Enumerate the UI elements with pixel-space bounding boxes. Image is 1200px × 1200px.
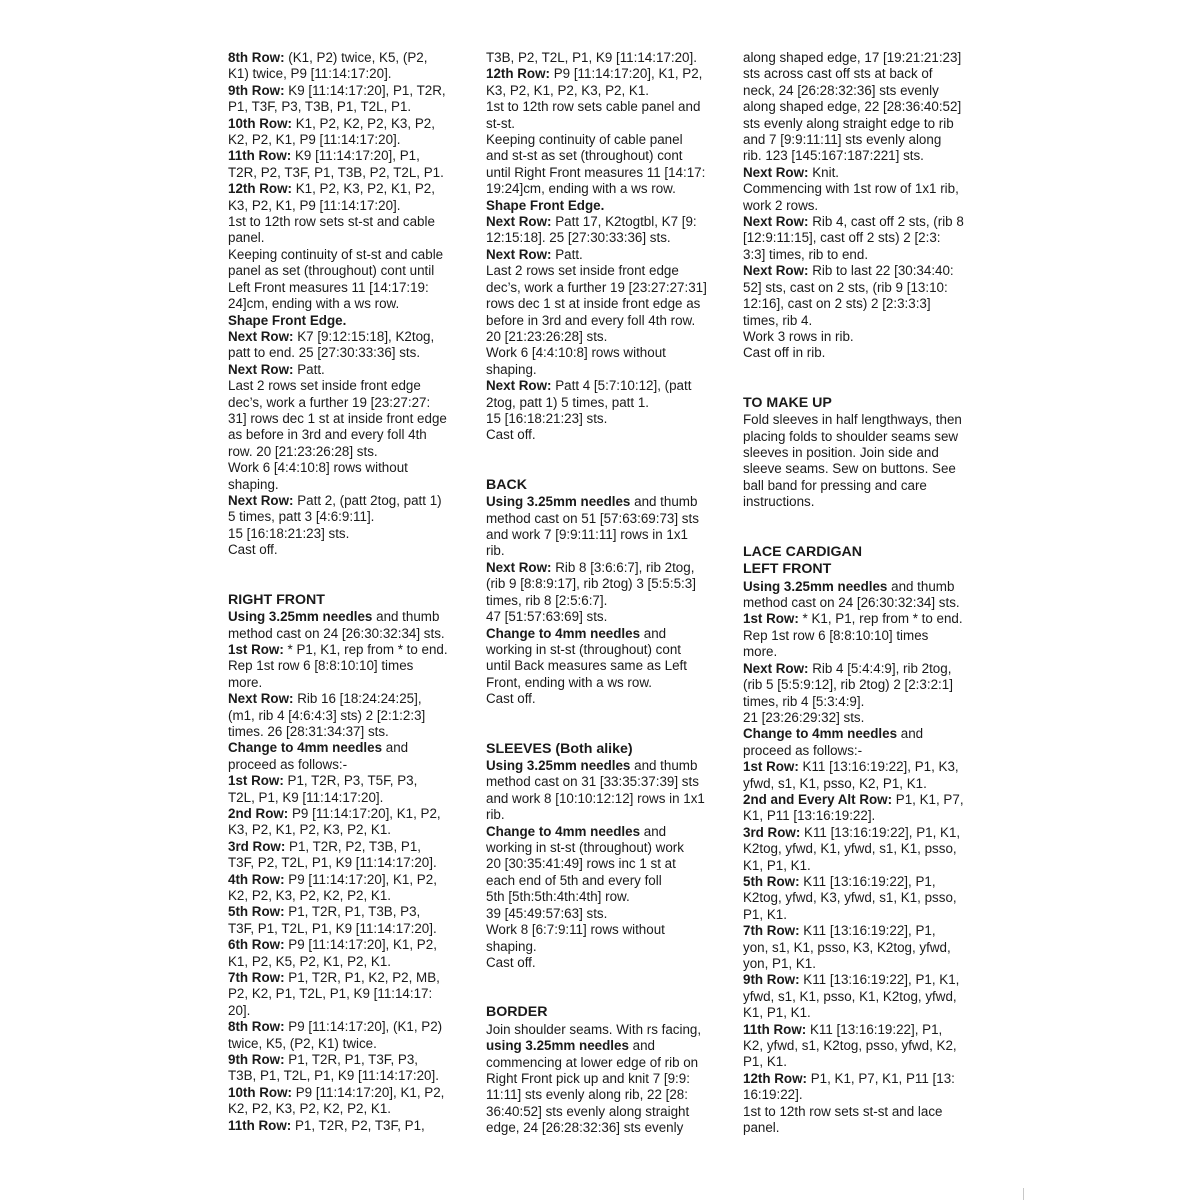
text-line: T3B, P2, T2L, P1, K9 [11:14:17:20]. xyxy=(486,50,697,65)
row-text: and thumb xyxy=(634,758,698,774)
column-3 xyxy=(743,50,993,1136)
text-line: proceed as follows:- xyxy=(228,756,348,772)
text-line: K1) twice, P9 [11:14:17:20]. xyxy=(228,66,392,82)
row-label: 5th Row: xyxy=(743,873,800,889)
row-instruction xyxy=(228,50,478,66)
row-instruction xyxy=(228,148,478,164)
text-line: each end of 5th and every foll xyxy=(486,872,662,888)
row-text: P1, T2R, P3, T5F, P3, xyxy=(287,773,418,789)
row-text: and xyxy=(385,740,409,756)
needle-size: Change to 4mm needles xyxy=(486,823,641,839)
text-line: panel as set (throughout) cont until xyxy=(228,263,435,279)
row-label: 5th Row: xyxy=(228,904,285,920)
text-line: shaping. xyxy=(228,476,279,492)
text-line: 20]. xyxy=(228,1002,251,1018)
row-instruction xyxy=(228,493,478,509)
row-text: Rib 4 [5:4:4:9], rib 2tog, xyxy=(812,660,952,676)
text-line: 1st to 12th row sets st-st and lace xyxy=(743,1103,943,1119)
needle-size: Using 3.25mm needles xyxy=(486,494,631,510)
text-line: 1st to 12th row sets st-st and cable xyxy=(228,214,435,230)
text-line: Last 2 rows set inside front edge xyxy=(486,263,679,279)
row-instruction xyxy=(228,1085,478,1101)
text-line: Right Front pick up and knit 7 [9:9: xyxy=(486,1071,690,1087)
needle-size: Using 3.25mm needles xyxy=(486,758,631,774)
text-line: 52] sts, cast on 2 sts, (rib 9 [13:10: xyxy=(743,279,948,295)
row-instruction xyxy=(228,1118,478,1134)
text-line: st-st. xyxy=(486,115,516,131)
row-text: and thumb xyxy=(634,494,698,510)
text-line: K1, P1, K1. xyxy=(743,1005,811,1021)
text-line: method cast on 24 [26:30:32:34] sts. xyxy=(228,625,445,641)
row-text: * P1, K1, rep from * to end. xyxy=(287,641,448,657)
instruction xyxy=(486,626,736,642)
text-line: method cast on 24 [26:30:32:34] sts. xyxy=(743,595,960,611)
text-line: Keeping continuity of st-st and cable xyxy=(228,246,444,262)
row-instruction xyxy=(228,937,478,953)
row-text: and xyxy=(643,823,667,839)
text-line: Front, ending with a ws row. xyxy=(486,674,652,690)
row-label: 9th Row: xyxy=(228,82,285,98)
text-line: Left Front measures 11 [14:17:19: xyxy=(228,279,429,295)
row-instruction xyxy=(228,1052,478,1068)
text-line: K1, P2, K5, P2, K1, P2, K1. xyxy=(228,953,392,969)
row-text: and xyxy=(632,1038,655,1054)
row-label: Next Row: xyxy=(228,361,294,377)
row-text: P1, K1, P7, K1, P11 [13: xyxy=(810,1070,955,1086)
text-line: Work 6 [4:4:10:8] rows without xyxy=(228,460,408,476)
row-instruction xyxy=(486,378,736,394)
row-label: 11th Row: xyxy=(228,1117,292,1133)
text-line: yfwd, s1, K1, psso, K1, K2tog, yfwd, xyxy=(743,988,957,1004)
text-line: 20 [21:23:26:28] sts. xyxy=(486,328,608,344)
text-line: K3, P2, K1, P2, K3, P2, K1. xyxy=(228,822,392,838)
text-line: yon, P1, K1. xyxy=(743,956,816,971)
row-text: P1, T2R, P1, T3B, P3, xyxy=(288,904,421,920)
text-line: 2tog, patt 1) 5 times, patt 1. xyxy=(486,394,650,410)
text-line: Fold sleeves in half lengthways, then xyxy=(743,412,962,428)
text-line: working in st-st (throughout) work xyxy=(486,840,684,856)
text-line: as before in 3rd and every foll 4th xyxy=(228,427,427,443)
text-line: times, rib 8 [2:5:6:7]. xyxy=(486,592,608,608)
row-instruction xyxy=(743,263,993,279)
text-line: 19:24]cm, ending with a ws row. xyxy=(486,181,676,197)
row-label: 11th Row: xyxy=(228,148,292,164)
text-line: K3, P2, K1, P2, K3, P2, K1. xyxy=(486,82,650,98)
text-line: times. 26 [28:31:34:37] sts. xyxy=(228,723,389,739)
row-label: 12th Row: xyxy=(228,181,292,197)
text-line: 39 [45:49:57:63] sts. xyxy=(486,905,608,921)
row-label: 2nd Row: xyxy=(228,805,289,821)
text-line: 1st to 12th row sets cable panel and xyxy=(486,99,701,115)
text-line: 24]cm, ending with a ws row. xyxy=(228,296,400,312)
text-line: rib. xyxy=(486,807,505,823)
text-line: Join shoulder seams. With rs facing, xyxy=(486,1021,702,1037)
row-text: Knit. xyxy=(812,164,840,180)
text-line: shaping. xyxy=(486,938,537,954)
text-line: dec’s, work a further 19 [23:27:27: xyxy=(228,394,431,410)
text-line: sts across cast off sts at back of xyxy=(743,66,933,82)
row-text: Patt. xyxy=(555,246,583,262)
spacer xyxy=(486,444,736,477)
row-text: Patt. xyxy=(297,361,325,377)
row-text: P9 [11:14:17:20], K1, P2, xyxy=(288,871,437,887)
instruction xyxy=(486,494,736,510)
row-instruction xyxy=(228,839,478,855)
instruction xyxy=(486,1038,736,1054)
text-line: Commencing with 1st row of 1x1 rib, xyxy=(743,181,959,197)
section-heading-lace-cardigan: LACE CARDIGAN xyxy=(743,543,863,560)
text-line: Last 2 rows set inside front edge xyxy=(228,378,421,394)
row-label: 1st Row: xyxy=(228,641,284,657)
row-label: 4th Row: xyxy=(228,871,285,887)
row-text: * K1, P1, rep from * to end. xyxy=(802,611,963,627)
row-instruction xyxy=(228,773,478,789)
text-line: patt to end. 25 [27:30:33:36] sts. xyxy=(228,345,421,361)
row-label: 12th Row: xyxy=(486,66,550,82)
text-line: work 2 rows. xyxy=(743,197,819,213)
row-label: 9th Row: xyxy=(743,972,800,988)
text-line: more. xyxy=(228,674,263,690)
spacer xyxy=(743,511,993,544)
row-text: (K1, P2) twice, K5, (P2, xyxy=(288,50,428,65)
row-instruction xyxy=(486,214,736,230)
row-text: K9 [11:14:17:20], P1, T2R, xyxy=(288,82,446,98)
row-text: Rib 16 [18:24:24:25], xyxy=(297,691,422,707)
column-2 xyxy=(486,50,736,1137)
row-text: Rib to last 22 [30:34:40: xyxy=(812,263,954,279)
text-line: 15 [16:18:21:23] sts. xyxy=(486,410,608,426)
text-line: times, rib 4 [5:3:4:9]. xyxy=(743,693,865,709)
text-line: (rib 9 [8:8:9:17], rib 2tog) 3 [5:5:5:3] xyxy=(486,576,696,592)
text-line: K2, P2, K3, P2, K2, P2, K1. xyxy=(228,888,392,903)
row-label: 1st Row: xyxy=(743,759,799,775)
text-line: panel. xyxy=(743,1120,780,1136)
text-line: Work 3 rows in rib. xyxy=(743,328,854,344)
instruction xyxy=(486,758,736,774)
row-text: Rib 4, cast off 2 sts, (rib 8 xyxy=(812,214,964,230)
text-line: times, rib 4. xyxy=(743,312,813,328)
row-instruction xyxy=(228,642,478,658)
section-heading-border: BORDER xyxy=(486,1004,548,1021)
text-line: T2L, P1, K9 [11:14:17:20]. xyxy=(228,789,384,805)
row-text: Patt 4 [5:7:10:12], (patt xyxy=(555,378,692,394)
row-instruction xyxy=(486,247,736,263)
text-line: instructions. xyxy=(743,494,815,510)
text-line: T3F, P1, T2L, P1, K9 [11:14:17:20]. xyxy=(228,920,437,936)
row-text: and xyxy=(643,625,667,641)
text-line: 12:15:18]. 25 [27:30:33:36] sts. xyxy=(486,230,671,246)
page-edge-line xyxy=(1023,1188,1024,1200)
text-line: [12:9:11:15], cast off 2 sts) 2 [2:3: xyxy=(743,230,941,246)
text-line: K2tog, yfwd, K3, yfwd, s1, K1, psso, xyxy=(743,890,957,906)
row-text: P1, T2R, P2, T3F, P1, xyxy=(294,1117,425,1133)
row-instruction xyxy=(743,874,993,890)
text-line: edge, 24 [26:28:32:36] sts evenly xyxy=(486,1120,684,1136)
text-line: working in st-st (throughout) cont xyxy=(486,641,681,657)
row-text: P9 [11:14:17:20], K1, P2, xyxy=(292,805,441,821)
row-label: 3rd Row: xyxy=(228,838,286,854)
row-label: Next Row: xyxy=(228,492,294,508)
text-line: Cast off. xyxy=(486,691,536,707)
text-line: twice, K5, (P2, K1) twice. xyxy=(228,1035,377,1051)
row-text: K11 [13:16:19:22], P1, xyxy=(803,923,936,939)
text-line: Work 8 [6:7:9:11] rows without xyxy=(486,922,665,938)
text-line: rib. 123 [145:167:187:221] sts. xyxy=(743,148,924,164)
text-line: T3B, P1, T2L, P1, K9 [11:14:17:20]. xyxy=(228,1068,439,1084)
row-instruction xyxy=(228,362,478,378)
row-text: K1, P2, K2, P2, K3, P2, xyxy=(295,115,435,131)
section-heading-left-front: LEFT FRONT xyxy=(743,561,832,578)
row-text: Patt 2, (patt 2tog, patt 1) xyxy=(297,492,442,508)
text-line: shaping. xyxy=(486,361,537,377)
text-line: rows dec 1 st at inside front edge as xyxy=(486,296,701,312)
row-text: K9 [11:14:17:20], P1, xyxy=(294,148,420,164)
row-text: P1, T2R, P1, K2, P2, MB, xyxy=(288,970,440,986)
text-line: K2, yfwd, s1, K2tog, psso, yfwd, K2, xyxy=(743,1038,957,1054)
row-text: P1, K1, P7, xyxy=(895,791,964,807)
text-line: P1, T3F, P3, T3B, P1, T2L, P1. xyxy=(228,99,412,115)
row-label: 3rd Row: xyxy=(743,824,801,840)
text-line: Work 6 [4:4:10:8] rows without xyxy=(486,345,666,361)
text-line: P1, K1. xyxy=(743,906,787,922)
text-line: method cast on 31 [33:35:37:39] sts xyxy=(486,774,699,790)
needle-size: Using 3.25mm needles xyxy=(228,609,373,625)
row-label: Next Row: xyxy=(486,378,552,394)
row-label: Next Row: xyxy=(743,214,809,230)
text-line: P1, K1. xyxy=(743,1054,787,1070)
spacer xyxy=(228,559,478,592)
text-line: K1, P11 [13:16:19:22]. xyxy=(743,808,876,824)
text-line: K2, P2, K1, P9 [11:14:17:20]. xyxy=(228,132,401,148)
text-line: panel. xyxy=(228,230,265,246)
text-line: T3F, P2, T2L, P1, K9 [11:14:17:20]. xyxy=(228,855,437,871)
row-instruction xyxy=(228,329,478,345)
text-line: (m1, rib 4 [4:6:4:3] sts) 2 [2:1:2:3] xyxy=(228,707,426,723)
row-text: P9 [11:14:17:20], K1, P2, xyxy=(288,937,437,953)
text-line: commencing at lower edge of rib on xyxy=(486,1054,699,1070)
text-line: more. xyxy=(743,644,778,660)
row-text: K11 [13:16:19:22], P1, xyxy=(809,1021,943,1037)
row-label: Next Row: xyxy=(743,660,809,676)
instruction xyxy=(228,740,478,756)
row-label: 10th Row: xyxy=(228,115,292,131)
text-line: Cast off. xyxy=(228,542,278,558)
row-instruction xyxy=(228,872,478,888)
row-instruction xyxy=(228,181,478,197)
needle-size: Change to 4mm needles xyxy=(228,740,383,756)
row-label: 10th Row: xyxy=(228,1084,292,1100)
row-instruction xyxy=(228,806,478,822)
row-instruction xyxy=(743,759,993,775)
text-line: T2R, P2, T3F, P1, T3B, P2, T2L, P1. xyxy=(228,164,444,180)
text-line: Cast off in rib. xyxy=(743,345,826,361)
text-line: sts evenly along straight edge to rib xyxy=(743,115,954,131)
text-line: 5th [5th:5th:4th:4th] row. xyxy=(486,889,630,905)
text-line: 3:3] times, rib to end. xyxy=(743,246,869,262)
text-line: 5 times, patt 3 [4:6:9:11]. xyxy=(228,509,375,525)
spacer xyxy=(743,362,993,395)
text-line: 12:16], cast on 2 sts) 2 [2:3:3:3] xyxy=(743,296,931,312)
row-text: K11 [13:16:19:22], P1, K3, xyxy=(802,759,959,775)
row-label: 7th Row: xyxy=(743,923,800,939)
row-instruction xyxy=(743,1022,993,1038)
row-text: P9 [11:14:17:20], K1, P2, xyxy=(553,66,703,82)
row-instruction xyxy=(486,560,736,576)
row-label: 6th Row: xyxy=(228,937,285,953)
instruction xyxy=(486,824,736,840)
row-label: Next Row: xyxy=(743,263,809,279)
row-instruction xyxy=(228,83,478,99)
row-label: Next Row: xyxy=(486,214,552,230)
text-line: row. 20 [21:23:26:28] sts. xyxy=(228,443,378,459)
text-line: Cast off. xyxy=(486,954,536,970)
text-line: and st-st as set (throughout) cont xyxy=(486,148,683,164)
section-heading-back: BACK xyxy=(486,476,527,493)
text-line: 20 [30:35:41:49] rows inc 1 st at xyxy=(486,856,676,872)
section-heading-right-front: RIGHT FRONT xyxy=(228,591,325,608)
row-label: 2nd and Every Alt Row: xyxy=(743,791,893,807)
text-line: 11:11] sts evenly along rib, 22 [28: xyxy=(486,1087,688,1103)
text-line: placing folds to shoulder seams sew xyxy=(743,428,959,444)
text-line: Rep 1st row 6 [8:8:10:10] times xyxy=(743,627,929,643)
row-label: Next Row: xyxy=(228,328,294,344)
text-line: sleeves in position. Join side and xyxy=(743,445,939,461)
row-text: Rib 8 [3:6:6:7], rib 2tog, xyxy=(555,559,695,575)
row-label: 11th Row: xyxy=(743,1021,807,1037)
needle-size: using 3.25mm needles xyxy=(486,1038,629,1054)
row-text: and thumb xyxy=(376,609,440,625)
text-line: P2, K2, P1, T2L, P1, K9 [11:14:17: xyxy=(228,986,433,1002)
text-line: proceed as follows:- xyxy=(743,742,863,758)
needle-size: Using 3.25mm needles xyxy=(743,578,888,594)
row-label: 8th Row: xyxy=(228,1019,285,1035)
text-line: (rib 5 [5:5:9:12], rib 2tog) 2 [2:3:2:1] xyxy=(743,677,953,693)
text-line: along shaped edge, 17 [19:21:21:23] xyxy=(743,50,962,65)
text-line: Keeping continuity of cable panel xyxy=(486,132,683,148)
text-line: K2tog, yfwd, K1, yfwd, s1, K1, psso, xyxy=(743,841,957,857)
text-line: ball band for pressing and care xyxy=(743,477,927,493)
needle-size: Change to 4mm needles xyxy=(486,625,641,641)
row-instruction xyxy=(228,1019,478,1035)
text-line: until Right Front measures 11 [14:17: xyxy=(486,164,706,180)
text-line: K2, P2, K3, P2, K2, P2, K1. xyxy=(228,1101,392,1117)
row-instruction xyxy=(228,691,478,707)
row-instruction xyxy=(743,792,993,808)
text-line: K1, P1, K1. xyxy=(743,857,811,873)
needle-size: Change to 4mm needles xyxy=(743,726,898,742)
text-line: and work 8 [10:10:12:12] rows in 1x1 xyxy=(486,790,705,806)
row-instruction xyxy=(743,923,993,939)
text-line: rib. xyxy=(486,543,505,559)
row-instruction xyxy=(743,165,993,181)
text-line: yfwd, s1, K1, psso, K2, P1, K1. xyxy=(743,775,927,791)
row-text: K11 [13:16:19:22], P1, K1, xyxy=(803,972,960,988)
text-line: yon, s1, K1, psso, K3, K2tog, yfwd, xyxy=(743,939,951,955)
text-line: Rep 1st row 6 [8:8:10:10] times xyxy=(228,658,414,674)
text-line: and work 7 [9:9:11:11] rows in 1x1 xyxy=(486,527,688,543)
text-line: Cast off. xyxy=(486,427,536,443)
text-line: until Back measures same as Left xyxy=(486,658,687,674)
row-label: 1st Row: xyxy=(228,773,284,789)
instruction xyxy=(743,726,993,742)
subheading: Shape Front Edge. xyxy=(486,197,605,213)
row-instruction xyxy=(228,970,478,986)
instruction xyxy=(743,579,993,595)
row-instruction xyxy=(228,116,478,132)
text-line: along shaped edge, 22 [28:36:40:52] xyxy=(743,99,962,115)
instruction xyxy=(228,609,478,625)
spacer xyxy=(486,971,736,1004)
row-instruction xyxy=(228,904,478,920)
row-instruction xyxy=(743,1071,993,1087)
text-line: 36:40:52] sts evenly along straight xyxy=(486,1103,690,1119)
row-text: P9 [11:14:17:20], (K1, P2) xyxy=(288,1019,443,1035)
text-line: dec’s, work a further 19 [23:27:27:31] xyxy=(486,279,707,295)
text-line: sleeve seams. Sew on buttons. See xyxy=(743,461,956,477)
row-instruction xyxy=(743,972,993,988)
spacer xyxy=(486,708,736,741)
text-line: before in 3rd and every foll 4th row. xyxy=(486,312,696,328)
section-heading-sleeves: SLEEVES (Both alike) xyxy=(486,740,633,757)
subheading: Shape Front Edge. xyxy=(228,312,347,328)
row-text: and xyxy=(900,726,924,742)
row-text: K11 [13:16:19:22], P1, xyxy=(803,873,936,889)
row-label: 7th Row: xyxy=(228,970,285,986)
text-line: 47 [51:57:63:69] sts. xyxy=(486,609,608,625)
row-text: P1, T2R, P2, T3B, P1, xyxy=(289,838,422,854)
row-text: P9 [11:14:17:20], K1, P2, xyxy=(295,1084,445,1100)
text-line: 31] rows dec 1 st at inside front edge xyxy=(228,410,447,426)
section-heading-to-make-up: TO MAKE UP xyxy=(743,394,832,411)
text-line: 15 [16:18:21:23] sts. xyxy=(228,525,350,541)
row-label: 8th Row: xyxy=(228,50,285,65)
row-label: 9th Row: xyxy=(228,1052,285,1068)
text-line: K3, P2, K1, P9 [11:14:17:20]. xyxy=(228,197,401,213)
row-label: Next Row: xyxy=(228,691,294,707)
row-instruction xyxy=(743,661,993,677)
row-text: K11 [13:16:19:22], P1, K1, xyxy=(804,824,961,840)
row-label: 12th Row: xyxy=(743,1070,807,1086)
row-instruction xyxy=(486,66,736,82)
row-text: and thumb xyxy=(891,578,955,594)
row-instruction xyxy=(743,825,993,841)
row-text: P1, T2R, P1, T3F, P3, xyxy=(288,1052,419,1068)
row-text: Patt 17, K2togtbl, K7 [9: xyxy=(555,214,697,230)
column-1 xyxy=(228,50,478,1134)
text-line: 21 [23:26:29:32] sts. xyxy=(743,709,865,725)
row-label: Next Row: xyxy=(743,164,809,180)
text-line: and 7 [9:9:11:11] sts evenly along xyxy=(743,132,942,148)
row-instruction xyxy=(743,214,993,230)
row-instruction xyxy=(743,611,993,627)
row-text: K1, P2, K3, P2, K1, P2, xyxy=(295,181,435,197)
text-line: method cast on 51 [57:63:69:73] sts xyxy=(486,510,699,526)
row-label: Next Row: xyxy=(486,559,552,575)
text-line: 16:19:22]. xyxy=(743,1087,803,1103)
row-text: K7 [9:12:15:18], K2tog, xyxy=(297,328,435,344)
row-label: Next Row: xyxy=(486,246,552,262)
text-line: neck, 24 [26:28:32:36] sts evenly xyxy=(743,82,939,98)
row-label: 1st Row: xyxy=(743,611,799,627)
